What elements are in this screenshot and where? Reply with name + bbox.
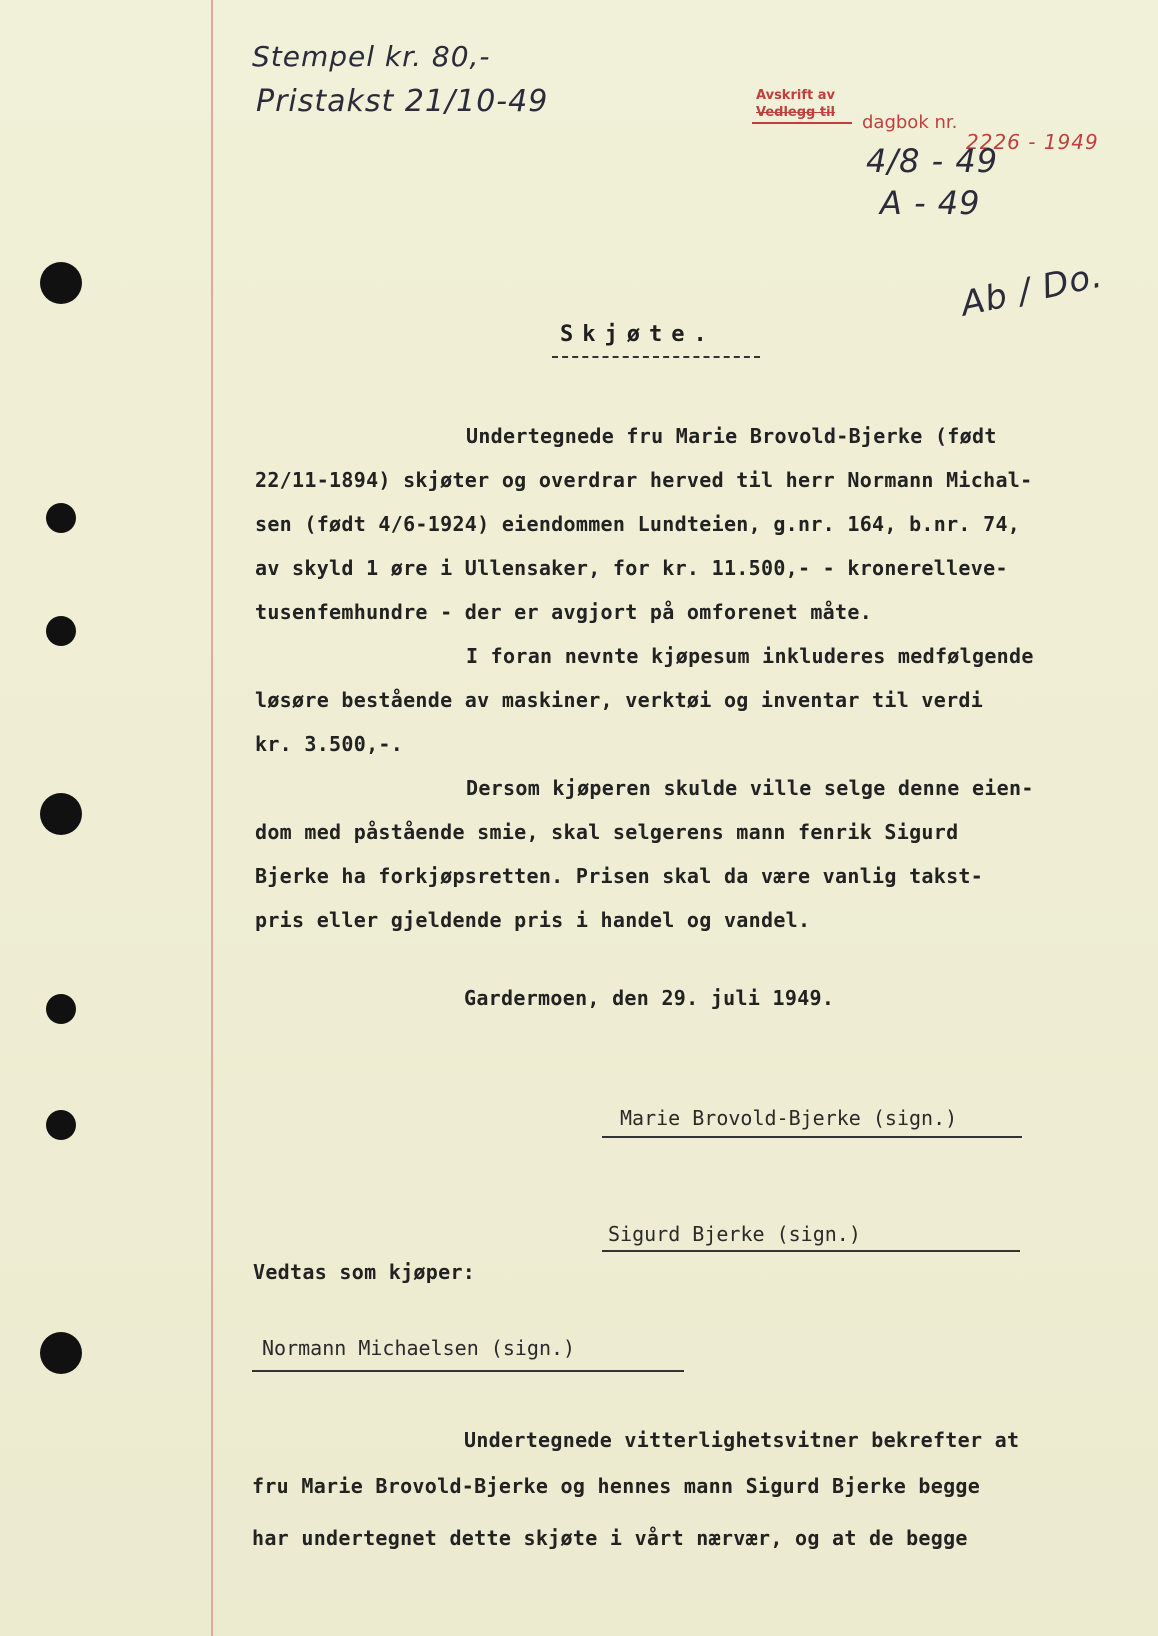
handwritten-stamp-fee: Stempel kr. 80,- bbox=[252, 40, 491, 73]
stamp-line2: Vedlegg til bbox=[756, 105, 836, 120]
punch-hole bbox=[40, 1332, 82, 1374]
signature-seller: Marie Brovold-Bjerke (sign.) bbox=[620, 1106, 958, 1130]
witness-line: Undertegnede vitterlighetsvitner bekrefter at bbox=[464, 1428, 1020, 1452]
handwritten-price-assessment: Pristakst 21/10-49 bbox=[256, 84, 549, 119]
stamp-number: 2226 - 1949 bbox=[966, 130, 1099, 154]
title-underline bbox=[552, 356, 760, 358]
punch-hole bbox=[46, 994, 76, 1024]
stamp-line1: Avskrift av bbox=[756, 88, 835, 103]
punch-hole bbox=[46, 503, 76, 533]
place-date: Gardermoen, den 29. juli 1949. bbox=[464, 986, 835, 1010]
body-line: dom med påstående smie, skal selgerens mann fenrik Sigurd bbox=[255, 820, 959, 844]
body-line: I foran nevnte kjøpesum inkluderes medfølgende bbox=[466, 644, 1034, 668]
handwritten-ref: A - 49 bbox=[880, 184, 981, 222]
stamp-underline bbox=[752, 122, 852, 124]
body-line: løsøre bestående av maskiner, verktøi og inventar til verdi bbox=[255, 688, 984, 712]
punch-hole bbox=[40, 262, 82, 304]
punch-hole bbox=[46, 616, 76, 646]
registry-stamp bbox=[756, 88, 835, 120]
body-line: Bjerke ha forkjøpsretten. Prisen skal da være vanlig takst- bbox=[255, 864, 984, 888]
signature-line bbox=[602, 1250, 1020, 1252]
body-line: 22/11-1894) skjøter og overdrar herved til herr Normann Michal- bbox=[255, 468, 1033, 492]
punch-hole bbox=[40, 793, 82, 835]
body-line: sen (født 4/6-1924) eiendommen Lundteien, g.nr. 164, b.nr. 74, bbox=[255, 512, 1021, 536]
witness-line: fru Marie Brovold-Bjerke og hennes mann Sigurd Bjerke begge bbox=[252, 1474, 981, 1498]
punch-hole bbox=[46, 1110, 76, 1140]
handwritten-date: 4/8 - 49 bbox=[866, 142, 999, 180]
witness-line: har undertegnet dette skjøte i vårt nærvær, og at de begge bbox=[252, 1526, 968, 1550]
buyer-label: Vedtas som kjøper: bbox=[253, 1260, 476, 1284]
document-title: Skjøte. bbox=[560, 322, 716, 347]
body-line: pris eller gjeldende pris i handel og vandel. bbox=[255, 908, 811, 932]
handwritten-initials: Ab / Do. bbox=[957, 255, 1107, 325]
body-line: tusenfemhundre - der er avgjort på omforenet måte. bbox=[255, 600, 873, 624]
signature-buyer: Normann Michaelsen (sign.) bbox=[262, 1336, 576, 1360]
body-line: Undertegnede fru Marie Brovold-Bjerke (født bbox=[466, 424, 997, 448]
body-line: kr. 3.500,-. bbox=[255, 732, 404, 756]
body-line: av skyld 1 øre i Ullensaker, for kr. 11.500,- - kronerelleve- bbox=[255, 556, 1008, 580]
signature-husband: Sigurd Bjerke (sign.) bbox=[608, 1222, 861, 1246]
signature-line bbox=[252, 1370, 684, 1372]
stamp-dagbok: dagbok nr. bbox=[862, 112, 958, 133]
margin-line bbox=[211, 0, 213, 1636]
signature-line bbox=[602, 1136, 1022, 1138]
body-line: Dersom kjøperen skulde ville selge denne eien- bbox=[466, 776, 1034, 800]
